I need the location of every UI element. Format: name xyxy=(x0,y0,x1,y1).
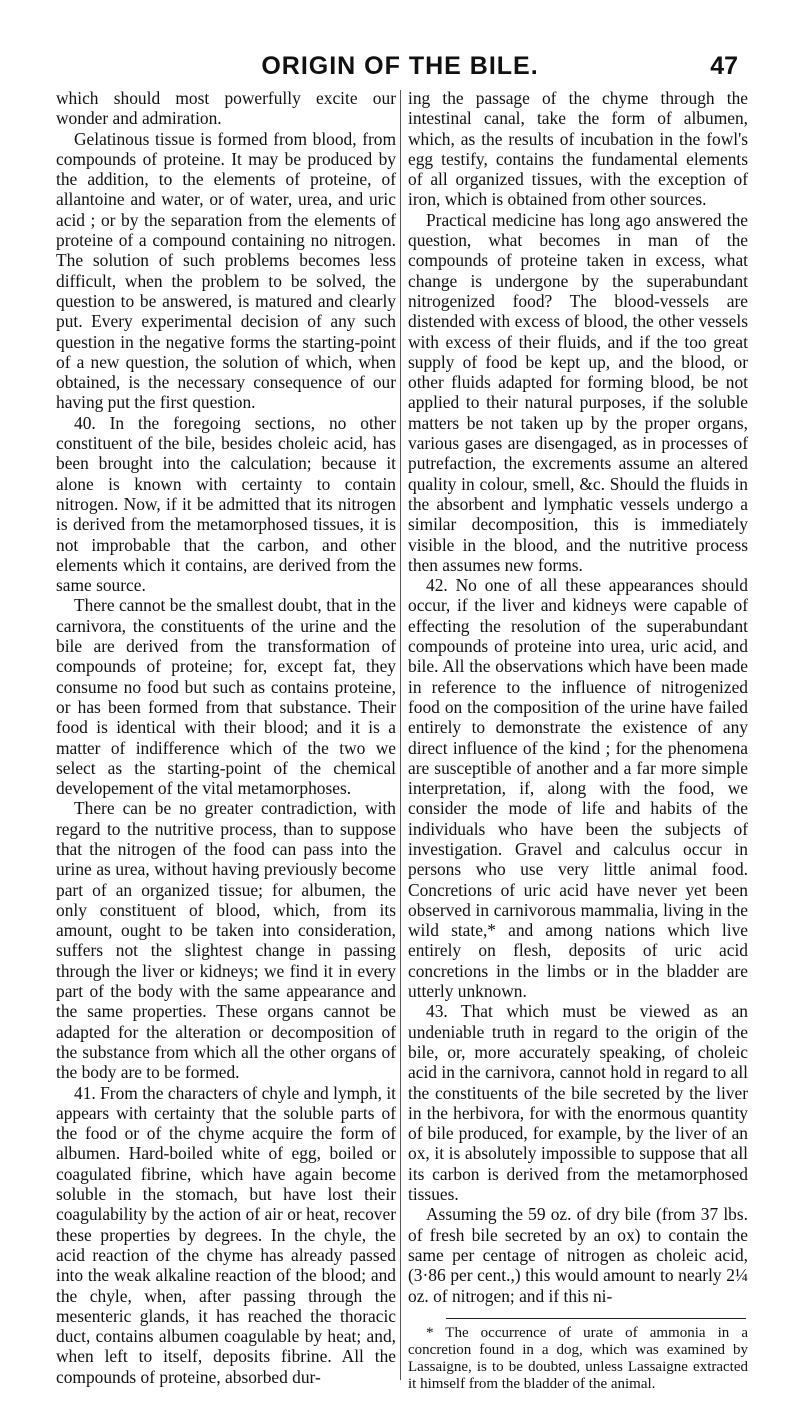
footnote: * The occurrence of urate of ammonia in a concretion found in a dog, which was examined by Lassaigne, is to be doubted, unless Lassaigne extracted it himself from the bladder of the animal. xyxy=(408,1324,748,1392)
paragraph: Assuming the 59 oz. of dry bile (from 37 lbs. of fresh bile secreted by an ox) to contain the same per centage of nitrogen as choleic acid, (3·86 per cent.,) this would amount to nearly 2¼ oz. of nitrogen; and if this ni- xyxy=(408,1204,748,1306)
paragraph: There can be no greater contradiction, with regard to the nutritive process, than to suppose that the nitrogen of the food can pass into the urine as urea, without having previously become part of an organized tissue; for albumen, the only constituent of blood, which, from its amount, ought to be taken into consideration, suffers not the slightest change in passing through the liver or kidneys; we find it in every part of the body with the same appearance and the same properties. These organs cannot be adapted for the alteration or decomposition of the substance from which all the other organs of the body are to be formed. xyxy=(56,798,396,1083)
paragraph: There cannot be the smallest doubt, that in the carnivora, the constituents of the urine and the bile are derived from the transformation of compounds of proteine; for, except fat, they consume no food but such as contains proteine, or has been formed from that substance. Their food is identical with their blood; and it is a matter of indifference which of the two we select as the starting-point of the chemical developement of the vital metamorphoses. xyxy=(56,595,396,799)
paragraph: Gelatinous tissue is formed from blood, from compounds of proteine. It may be produced by the addition, to the elements of proteine, of allantoine and water, or of water, urea, and uric acid ; or by the separation from the elements of proteine of a compound containing no nitrogen. The solution of such problems becomes less difficult, when the problem to be solved, the question to be answered, is matured and clearly put. Every experimental decision of any such question in the negative forms the starting-point of a new question, the solution of which, when obtained, is the necessary consequence of our having put the first question. xyxy=(56,128,396,413)
running-header xyxy=(0,52,800,92)
running-title: ORIGIN OF THE BILE. xyxy=(261,52,539,80)
paragraph: 40. In the foregoing sections, no other constituent of the bile, besides choleic acid, has been brought into the calculation; because it alone is known with certainty to contain nitrogen. Now, if it be admitted that its nitrogen is derived from the metamorphosed tissues, it is not improbable that the carbon, and other elements which it contains, are derived from the same source. xyxy=(56,412,396,596)
paragraph: which should most powerfully excite our wonder and admiration. xyxy=(56,88,396,129)
paragraph: 41. From the characters of chyle and lymph, it appears with certainty that the soluble parts of the food or of the chyme acquire the form of albumen. Hard-boiled white of egg, boiled or coagulated fibrine, which have again become soluble in the stomach, but have lost their coagulability by the action of air or heat, recover these properties by degrees. In the chyle, the acid reaction of the chyme has already passed into the weak alkaline reaction of the blood; and the chyle, when, after passing through the mesenteric glands, it has reached the thoracic duct, contains albumen coagulable by heat; and, when left to itself, deposits fibrine. All the compounds of proteine, absorbed dur- xyxy=(56,1082,396,1387)
paragraph: 42. No one of all these appearances should occur, if the liver and kidneys were capable of effecting the resolution of the superabundant compounds of proteine into urea, uric acid, and bile. All the observations which have been made in reference to the influence of nitrogenized food on the composition of the urine have failed entirely to demonstrate the existence of any direct influence of the kind ; for the phenomena are susceptible of another and a far more simple interpretation, if, along with the food, we consider the mode of life and habits of the individuals who have been the subjects of investigation. Gravel and calculus occur in persons who use very little animal food. Concretions of uric acid have never yet been observed in carnivorous mammalia, living in the wild state,* and among nations which live entirely on flesh, deposits of uric acid concretions in the limbs or in the bladder are utterly unknown. xyxy=(408,575,748,1002)
left-column xyxy=(56,88,396,1387)
paragraph: ing the passage of the chyme through the intestinal canal, take the form of albumen, which, as the results of incubation in the fowl's egg testify, contains the fundamental elements of all organized tissues, with the exception of iron, which is obtained from other sources. xyxy=(408,88,748,210)
right-column xyxy=(408,88,748,1393)
column-divider xyxy=(400,90,401,1380)
footnote-rule xyxy=(446,1318,746,1319)
page-number: 47 xyxy=(710,52,738,80)
paragraph: Practical medicine has long ago answered the question, what becomes in man of the compounds of proteine taken in excess, what change is undergone by the superabundant nitrogenized food? The blood-vessels are distended with excess of blood, the other vessels with excess of their fluids, and if the too great supply of food be kept up, and the blood, or other fluids adapted for forming blood, be not applied to their natural purposes, if the soluble matters be not taken up by the proper organs, various gases are disengaged, as in processes of putrefaction, the excrements assume an altered quality in colour, smell, &c. Should the fluids in the absorbent and lymphatic vessels undergo a similar decomposition, this is immediately visible in the blood, and the nutritive process then assumes new forms. xyxy=(408,209,748,575)
paragraph: 43. That which must be viewed as an undeniable truth in regard to the origin of the bile, or, more accurately speaking, of choleic acid in the carnivora, cannot hold in regard to all the constituents of the bile secreted by the liver in the herbivora, for with the enormous quantity of bile produced, for example, by the liver of an ox, it is absolutely impossible to suppose that all its carbon is derived from the metamorphosed tissues. xyxy=(408,1001,748,1205)
